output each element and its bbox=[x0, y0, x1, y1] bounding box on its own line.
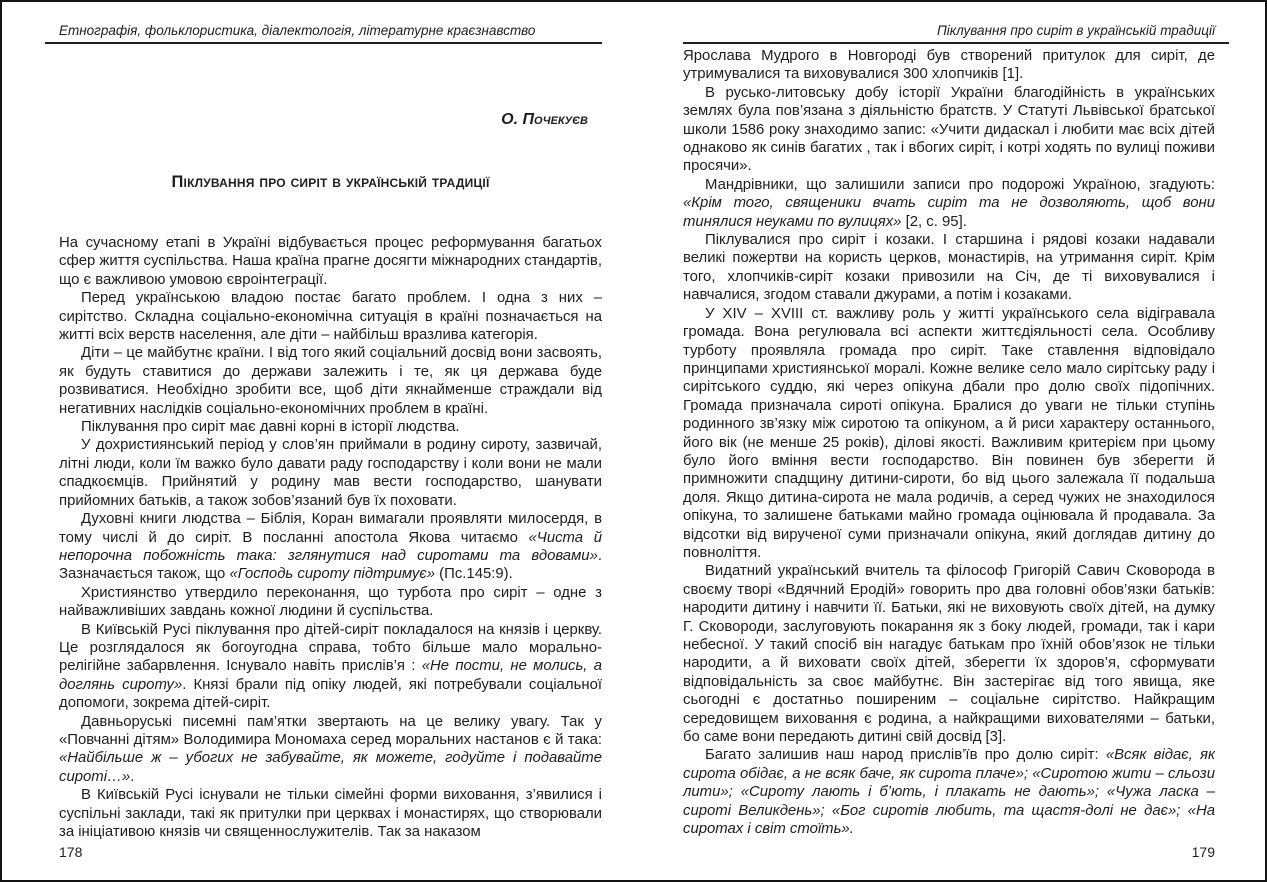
paragraph: Багато залишив наш народ прислів’їв про долю сиріт: «Всяк відає, як сирота обідає, а не всяк баче, як сирота плаче»; «Сиротою жити – сльози лити»; «Сироту лають і б’ють, і плакать не дають»; «Чужа ласка – сироті Великдень»; «Бог сиротів любить, та щастя-долі не дає»; «На сиротах і світ стоїть». bbox=[683, 747, 1215, 838]
page-left bbox=[59, 2, 602, 880]
page-right bbox=[683, 2, 1215, 880]
page-left-body bbox=[59, 234, 602, 841]
paragraph: В Київській Русі існували не тільки сімейні форми виховання, з’явилися і суспільні заклади, такі як притулки при церквах і монастирях, що створювали за ініціативою князів чи священнослужителів. Так за наказом bbox=[59, 787, 602, 840]
paragraph: В русько-литовську добу історії України благодійність в українських землях була пов’язана з діяльністю братств. У Статуті Львівської братської школи 1586 року знаходимо запис: «Учити дидаскал і любити має всіх дітей однаково як синів багатих , так і вбогих сиріт, і котрі ходять по вулиці поживи просячи». bbox=[683, 84, 1215, 175]
paragraph: Духовні книги людства – Біблія, Коран вимагали проявляти милосердя, в тому числі й до сиріт. В посланні апостола Якова читаємо «Чиста й непорочна побожність така: зглянутися над сиротами та вдовами». Зазначається також, що «Господь сироту підтримує» (Пс.145:9). bbox=[59, 511, 602, 583]
paragraph: У дохристиянський період у слов’ян приймали в родину сироту, зазвичай, літні люди, коли їм важко було давати раду господарству і коли вони не мали спадкоємців. Прийнятий у родину мав вести господарство, шанувати прийомних батьків, а також зобов’язаний був їх поховати. bbox=[59, 437, 602, 509]
page-number-right: 179 bbox=[1191, 844, 1215, 860]
paragraph: Давньоруські писемні пам’ятки звертають на це велику увагу. Так у «Повчанні дітям» Володимира Мономаха серед моральних настанов є й така: «Найбільше ж – убогих не забувайте, як можете, годуйте і подавайте сироті…». bbox=[59, 713, 602, 785]
running-head-right: Піклування про сиріт в українській традиції bbox=[683, 23, 1229, 44]
paragraph: Перед українською владою постає багато проблем. І одна з них – сирітство. Складна соціально-економічна ситуація в країні позначається на житті всіх верств населення, але діти – найбільш вразлива категорія. bbox=[59, 290, 602, 344]
paragraph: На сучасному етапі в Україні відбувається процес реформування багатьох сфер життя суспільства. Наша країна прагне досягти міжнародних стандартів, що є важливою умовою євроінтеграції. bbox=[59, 235, 602, 288]
paragraph: Християнство утвердило переконання, що турбота про сиріт – одне з найважливіших завдань кожної людини й суспільства. bbox=[59, 584, 602, 620]
paragraph: У XIV – XVIII ст. важливу роль у житті українського села відігравала громада. Вона регулювала всі аспекти життєдіяльності села. Особливу турботу проявляла громада про сиріт. Таке ставлення відповідало принципами християнської моралі. Кожне велике село мало сирітську раду і сирітського суддю, які через опікуна дбали про долю своїх підопічних. Громада призначала сироті опікуна. Бралися до уваги не тільки ступінь родинного зв’язку між сиротою та опікуном, а й риси характеру останнього, його вік (не менше 25 років), ділові якості. Важливим критерієм при цьому було його вміння вести господарство. Він повинен був зберегти й примножити спадщину дитини-сироти, бо від цього залежала її подальша доля. Якщо дитина-сирота не мала родичів, а серед чужих не знаходилося опікуна, то залишене батьками майно громада оцінювала й продавала. За відсотки від вирученої суми призначали опікуна, який доглядав дитину до повноліття. bbox=[683, 305, 1215, 561]
paragraph: Піклування про сиріт має давні корні в історії людства. bbox=[81, 419, 460, 436]
running-head-left: Етнографія, фольклористика, діалектологія, літературне краєзнавство bbox=[45, 23, 602, 44]
paragraph: Ярослава Мудрого в Новгороді був створений притулок для сиріт, де утримувалися та виховувалися 300 хлопчиків [1]. bbox=[683, 48, 1215, 83]
article-title: Піклування про сиріт в українській традиції bbox=[171, 173, 490, 191]
paragraph: Мандрівники, що залишили записи про подорожі Україною, згадують: «Крім того, священики вчать сиріт та не дозволяють, щоб вони тинялися неуками по вулицях» [2, с. 95]. bbox=[683, 176, 1215, 230]
page-right-body bbox=[683, 47, 1215, 838]
paragraph: В Київській Русі піклування про дітей-сиріт покладалося на князів і церкву. Це розглядалося як богоугодна справа, тобто більше мало морально-релігійне забарвлення. Існувало навіть прислів’я : «Не пости, не молись, а доглянь сироту». Князі брали під опіку людей, які потребували соціальної допомоги, зокрема дітей-сиріт. bbox=[59, 621, 602, 712]
paragraph: Видатний український вчитель та філософ Григорій Савич Сковорода в своєму творі «Вдячний Еродій» говорить про два головні обов’язки батьків: народити дитину і навчити її. Батьки, які не виховують своїх дітей, на думку Г. Сковороди, заслуговують покарання як з боку людей, громади, так і кари небесної. У такий спосіб він нагадує батькам про їхній обов’язок не тільки народити, а й виховати своїх дітей, зберегти їх здоров’я, сформувати відповідальність за своє майбутнє. Він застерігає від того явища, яке сьогодні є достатньо поширеним – соціальне сирітство. Найкращим середовищем виховання є родина, а найкращими вихователями – батьки, бо саме вони передають дитині свій досвід [3]. bbox=[683, 563, 1215, 746]
paragraph: Піклувалися про сиріт і козаки. І старшина і рядові козаки надавали великі пожертви на користь церков, монастирів, на утримання сиріт. Крім того, хлопчиків-сиріт козаки привозили на Січ, де ті виховувалися і навчалися, згодом ставали джурами, а потім і козаками. bbox=[683, 232, 1215, 304]
author-byline: О. Почекуєв bbox=[501, 111, 588, 128]
page-number-left: 178 bbox=[59, 844, 83, 860]
paragraph: Діти – це майбутнє країни. І від того який соціальний досвід вони засвоять, як будуть ставитися до держави залежить і те, як ця держава буде розвиватися. Необхідно зробити все, щоб діти якнайменше страждали від негативних наслідків соціально-економічних проблем в країні. bbox=[59, 345, 602, 417]
